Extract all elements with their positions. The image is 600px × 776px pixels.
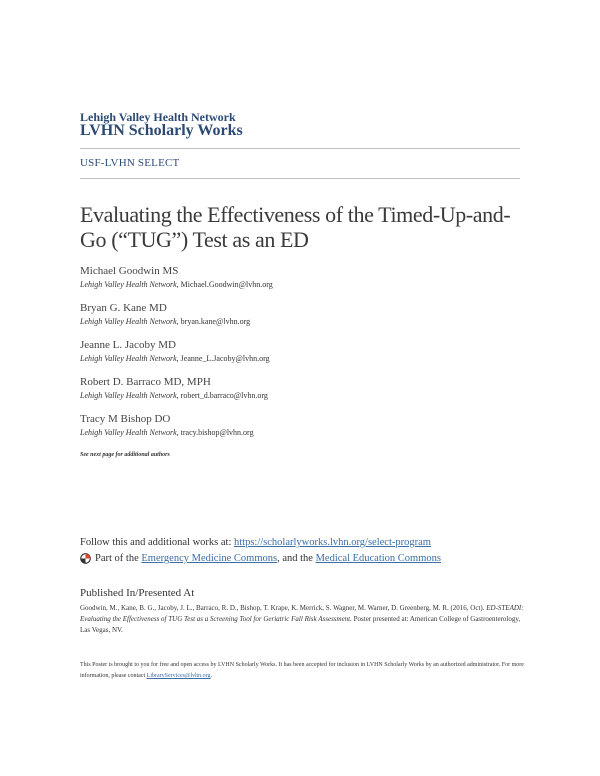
- series-link[interactable]: USF-LVHN SELECT: [80, 157, 180, 169]
- author-name: Tracy M Bishop DO: [80, 413, 171, 425]
- network-name: Lehigh Valley Health Network: [80, 110, 236, 124]
- author-name: Bryan G. Kane MD: [80, 302, 167, 314]
- author-name: Michael Goodwin MS: [80, 265, 179, 277]
- author-affiliation: Lehigh Valley Health Network, bryan.kane@lvhn.org: [80, 317, 251, 326]
- divider-top: [80, 148, 520, 149]
- network-icon: [80, 553, 91, 564]
- divider-bottom: [80, 178, 520, 179]
- commons-link-medical-education[interactable]: Medical Education Commons: [315, 553, 441, 564]
- see-more-note: See next page for additional authors: [80, 452, 170, 458]
- footer-notice: This Poster is brought to you for free and open access by LVHN Scholarly Works. It has been accepted for inclusion in LVHN Scholarly Works by an authorized administrator. For more information, please contact LibraryServices@lvhn.org.: [80, 662, 524, 679]
- paper-title: Evaluating the Effectiveness of the Timed-Up-and-Go (“TUG”) Test as an ED: [80, 202, 511, 252]
- follow-line: Follow this and additional works at: https://scholarlyworks.lvhn.org/select-program: [80, 537, 431, 548]
- contact-email-link[interactable]: LibraryServices@lvhn.org: [146, 673, 211, 679]
- commons-link-emergency-medicine[interactable]: Emergency Medicine Commons: [141, 553, 278, 564]
- citation: Goodwin, M., Kane, B. G., Jacoby, J. L., Barraco, R. D., Bishop, T. Krape, K. Merrick, S. Wagner, M. Warner, D. Greenberg, M. R. (2016, Oct). ED-STEADI: Evaluating the Effectiveness of TUG Test as a Screening Tool for Geriatric Fall Risk Assessment. Poster presented at: American College of Gastroenterology, Las Vegas, NV.: [80, 604, 524, 634]
- follow-link[interactable]: https://scholarlyworks.lvhn.org/select-program: [234, 537, 431, 548]
- author-affiliation: Lehigh Valley Health Network, Jeanne_L.Jacoby@lvhn.org: [80, 354, 270, 363]
- author-name: Jeanne L. Jacoby MD: [80, 339, 176, 351]
- author-affiliation: Lehigh Valley Health Network, tracy.bishop@lvhn.org: [80, 428, 254, 437]
- repository-title[interactable]: LVHN Scholarly Works: [80, 122, 243, 139]
- published-heading: Published In/Presented At: [80, 587, 195, 599]
- author-affiliation: Lehigh Valley Health Network, Michael.Goodwin@lvhn.org: [80, 280, 273, 289]
- author-affiliation: Lehigh Valley Health Network, robert_d.barraco@lvhn.org: [80, 391, 268, 400]
- author-name: Robert D. Barraco MD, MPH: [80, 376, 211, 388]
- part-of-line: Part of the Emergency Medicine Commons , and the Medical Education Commons: [80, 553, 441, 564]
